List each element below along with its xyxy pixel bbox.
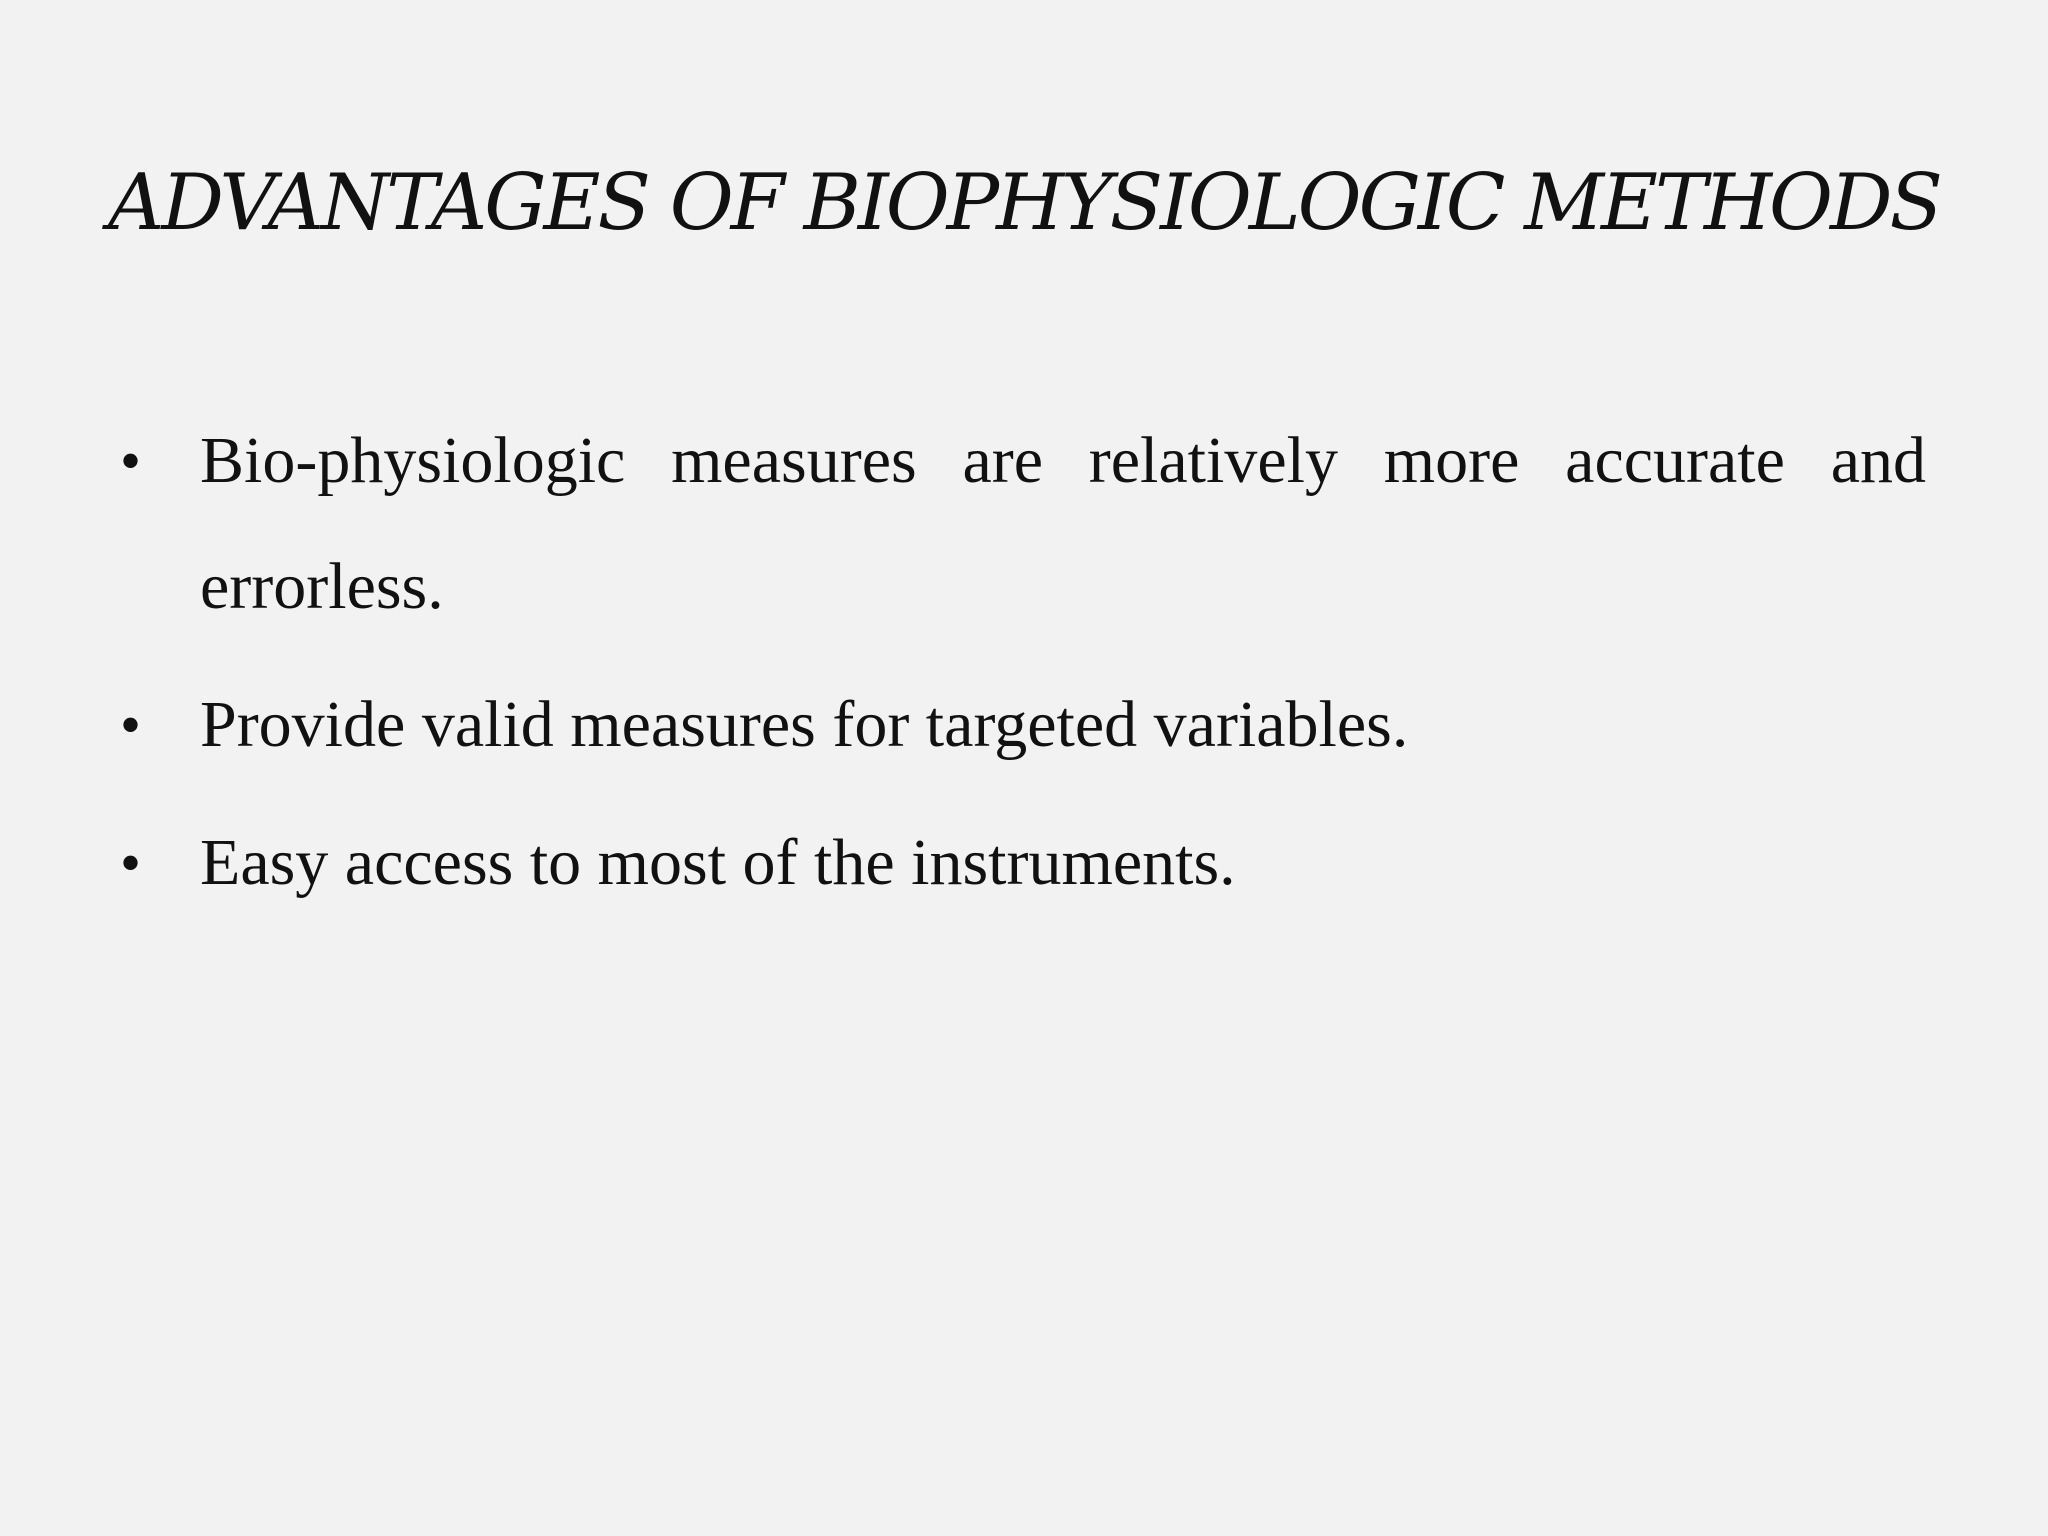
list-item: [120, 662, 1926, 788]
bullet-text: Easy access to most of the instruments.: [200, 826, 1236, 899]
bullet-icon: •: [120, 830, 142, 896]
bullet-icon: •: [120, 692, 142, 758]
list-item: [120, 398, 1926, 650]
bullet-list: [120, 398, 1926, 938]
list-item: [120, 800, 1926, 926]
bullet-text: Provide valid measures for targeted variables.: [200, 688, 1409, 761]
bullet-icon: •: [120, 428, 142, 494]
bullet-text: Bio-physiologic measures are relatively more accurate and errorless.: [200, 424, 1926, 623]
slide-title: ADVANTAGES OF BIOPHYSIOLOGIC METHODS: [108, 158, 1940, 248]
